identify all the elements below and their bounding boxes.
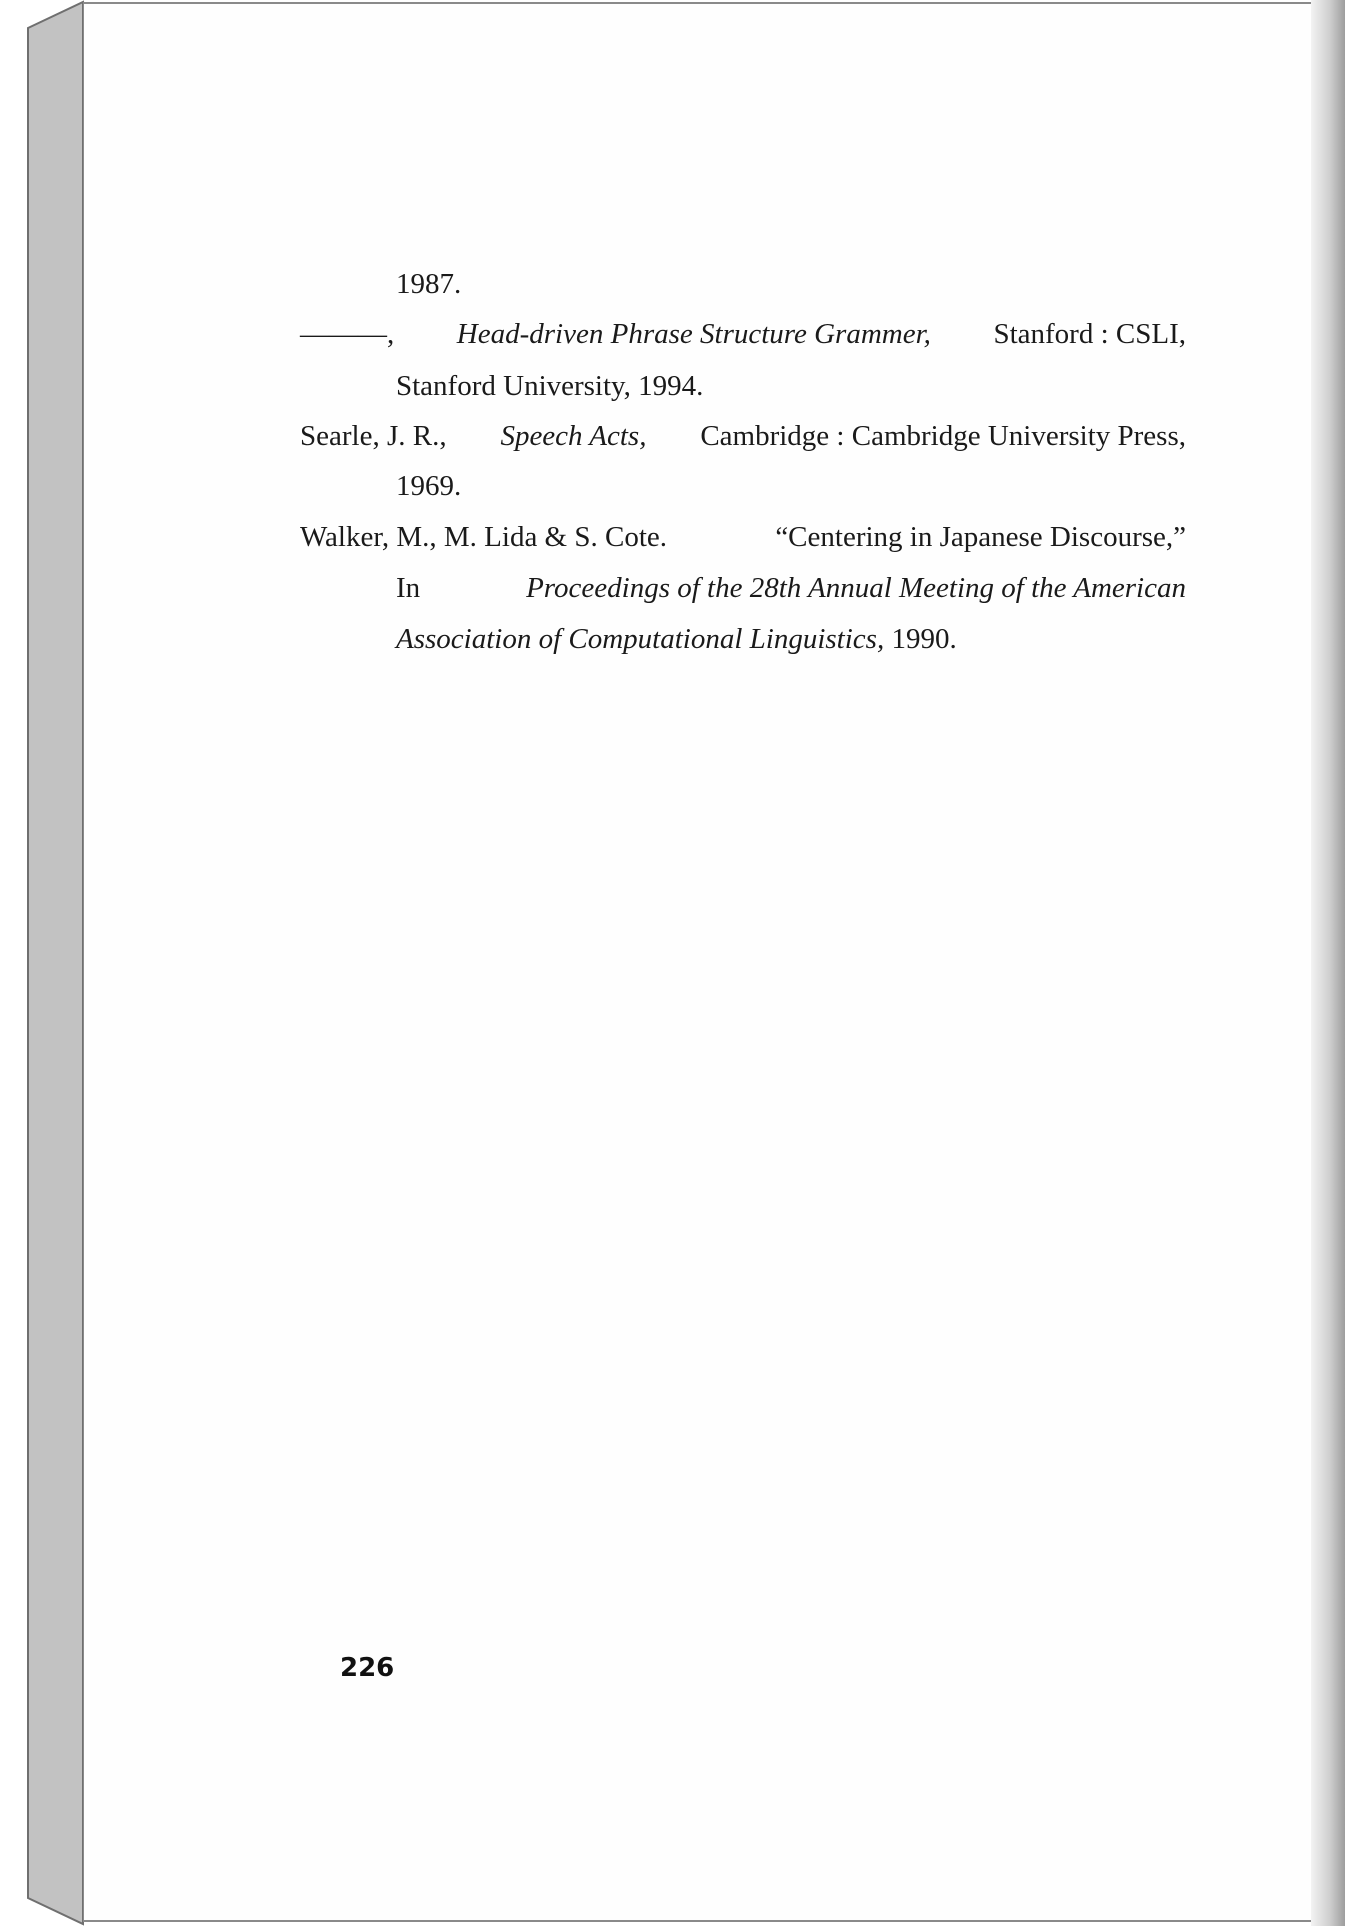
walker-proceedings-cont [396, 621, 957, 657]
searle-year: 1969. [396, 470, 462, 502]
reference-entry-searle [300, 418, 1186, 454]
reference-continuation: 1987. [396, 268, 462, 300]
searle-publisher: Cambridge : Cambridge University Press, [700, 420, 1186, 452]
searle-title: Speech Acts, [500, 420, 647, 452]
walker-article: “Centering in Japanese Discourse,” [775, 521, 1186, 553]
walker-proceedings: Proceedings of the 28th Annual Meeting of the American [526, 572, 1186, 604]
reference-entry-hpsg [300, 316, 1186, 352]
hpsg-publisher: Stanford : CSLI, [993, 318, 1186, 350]
hpsg-continuation: Stanford University, 1994. [396, 370, 704, 402]
walker-in: In [396, 572, 421, 604]
walker-association: Association of Computational Linguistics, [396, 623, 885, 655]
page-number: 226 [340, 1653, 395, 1683]
repeat-author-dash: ———, [300, 318, 395, 350]
walker-year: 1990. [891, 623, 957, 655]
walker-author: Walker, M., M. Lida & S. Cote. [300, 521, 668, 553]
reference-entry-walker [300, 519, 1186, 555]
searle-author: Searle, J. R., [300, 420, 447, 452]
walker-proceedings-line [396, 570, 1186, 606]
hpsg-title: Head-driven Phrase Structure Grammer, [456, 318, 931, 350]
